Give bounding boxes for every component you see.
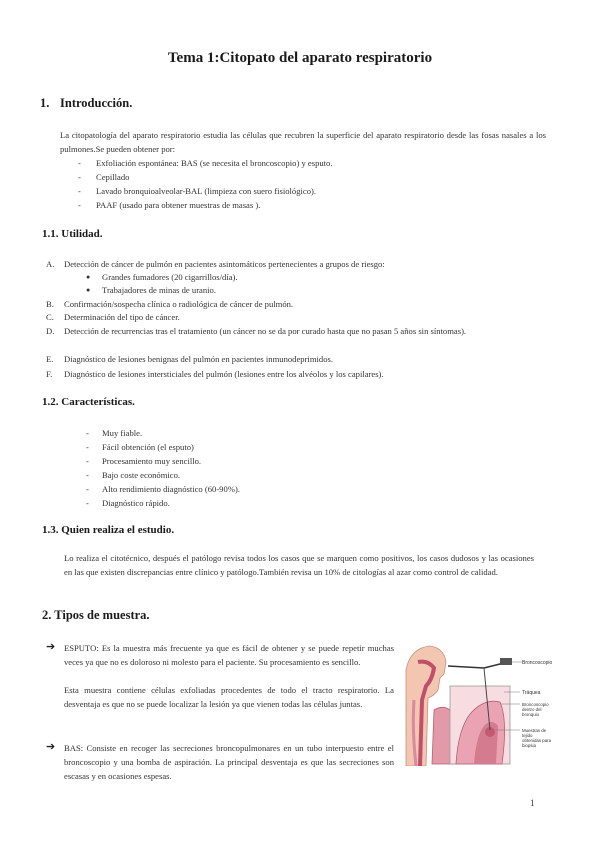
- figure-label: [522, 702, 550, 717]
- letter-marker: B.: [46, 299, 54, 309]
- list-item: Diagnóstico de lesiones benignas del pulmón en pacientes inmunodeprimidos.: [64, 354, 333, 364]
- list-item: Exfoliación espontánea: BAS (se necesita el broncoscopio) y esputo.: [96, 158, 333, 168]
- intro-paragraph: La citopatología del aparato respiratorio estudia las células que recubren la superficie del aparato respiratorio desde las fosas nasales a los pulmones.Se pueden obtener por:: [60, 130, 546, 154]
- figure-label-line: biopsia: [522, 743, 536, 748]
- bullet-marker: ●: [86, 273, 91, 281]
- figure-label-line: dentro del: [522, 707, 542, 712]
- list-item: Confirmación/sospecha clínica o radiológica de cáncer de pulmón.: [64, 299, 294, 309]
- figure-label-line: bronquio: [522, 712, 540, 717]
- list-item: Bajo coste económico.: [102, 470, 181, 480]
- letter-marker: D.: [46, 326, 55, 336]
- list-item: Detección de recurrencias tras el tratamiento (un cáncer no se da por curado hasta que no pasan 5 años sin síntomas).: [64, 326, 467, 336]
- bronchoscopy-figure: [404, 640, 564, 766]
- sub-list-item: Trabajadores de minas de uranio.: [102, 285, 216, 295]
- dash-marker: -: [86, 428, 89, 438]
- bas-paragraph: BAS: Consiste en recoger las secreciones broncopulmonares en un tubo interpuesto entre el broncoscopio y una bomba de aspiración. La principal desventaja es que las secreciones son escasas y en ocasiones espesas.: [64, 743, 394, 781]
- dash-marker: -: [86, 456, 89, 466]
- list-item: Fácil obtención (el esputo): [102, 442, 194, 452]
- sub-list-item: Grandes fumadores (20 cigarrillos/día).: [102, 272, 238, 282]
- list-item: Diagnóstico rápido.: [102, 498, 170, 508]
- letter-marker: C.: [46, 312, 54, 322]
- esputo-paragraph: ESPUTO: Es la muestra más frecuente ya que es fácil de obtener y se puede repetir muchas veces ya que no es doloroso ni molesto para el paciente. Su procesamiento es sencillo.: [64, 643, 394, 667]
- figure-label: [522, 728, 552, 748]
- list-item: Lavado bronquioalveolar-BAL (limpieza con suero fisiológico).: [96, 186, 317, 196]
- letter-marker: A.: [46, 259, 55, 269]
- list-item: Diagnóstico de lesiones intersticiales del pulmón (lesiones entre los alvéolos y los capilares).: [64, 369, 384, 379]
- figure-label-line: obtenidas para: [522, 738, 552, 743]
- figure-label-line: Muestras de: [522, 728, 547, 733]
- page-title: Tema 1:Citopato del aparato respiratorio: [167, 50, 433, 66]
- dash-marker: -: [78, 186, 81, 196]
- figure-label-line: Broncoscopio: [522, 702, 549, 707]
- dash-marker: -: [86, 442, 89, 452]
- figure-label: Tráquea: [522, 690, 541, 696]
- arrow-bullet-icon: ➔: [46, 741, 56, 753]
- intro-heading: Introducción.: [60, 96, 133, 110]
- list-item: Determinación del tipo de cáncer.: [64, 312, 180, 322]
- arrow-bullet-icon: ➔: [46, 641, 56, 653]
- dash-marker: -: [86, 484, 89, 494]
- list-item: Cepillado: [96, 172, 130, 182]
- page-number: 1: [530, 798, 535, 808]
- list-item: PAAF (usado para obtener muestras de masas ).: [96, 200, 261, 210]
- letter-marker: E.: [46, 354, 54, 364]
- tipos-heading: 2. Tipos de muestra.: [42, 608, 150, 622]
- bullet-marker: ●: [86, 286, 91, 294]
- letter-marker: F.: [46, 369, 53, 379]
- list-item: Detección de cáncer de pulmón en pacientes asintomáticos pertenecientes a grupos de riesgo:: [64, 259, 385, 269]
- caracteristicas-heading: 1.2. Características.: [42, 396, 135, 408]
- intro-number: 1.: [40, 96, 50, 110]
- dash-marker: -: [78, 158, 81, 168]
- dash-marker: -: [86, 498, 89, 508]
- esputo-paragraph-2: Esta muestra contiene células exfoliadas procedentes de todo el tracto respiratorio. La desventaja es que no se puede localizar la lesión ya que vienen todas las células juntas.: [64, 685, 394, 709]
- utilidad-heading: 1.1. Utilidad.: [42, 228, 103, 240]
- list-item: Alto rendimiento diagnóstico (60-90%).: [102, 484, 240, 494]
- list-item: Procesamiento muy sencillo.: [102, 456, 202, 466]
- dash-marker: -: [78, 200, 81, 210]
- list-item: Muy fiable.: [102, 428, 143, 438]
- figure-label-line: tejido: [522, 733, 533, 738]
- figure-label: Broncoscopio: [522, 660, 553, 666]
- dash-marker: -: [78, 172, 81, 182]
- quien-paragraph: Lo realiza el citotécnico, después el patólogo revisa todos los casos que se marquen como positivos, los casos dudosos y las ocasiones en las que existen discrepancias entre clínico y patólogo.También revisa un 10% de citologías al azar como control de calidad.: [64, 553, 534, 577]
- quien-heading: 1.3. Quien realiza el estudio.: [42, 524, 175, 536]
- dash-marker: -: [86, 470, 89, 480]
